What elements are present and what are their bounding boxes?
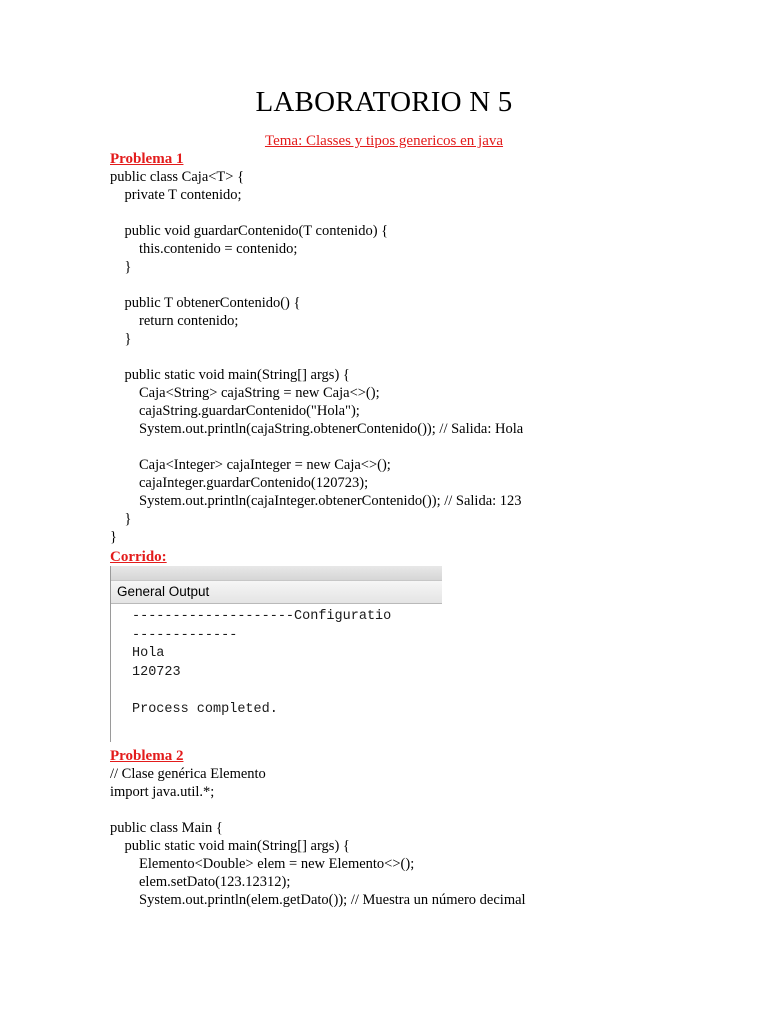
console-output-line: --------------------Configuratio: [132, 609, 392, 624]
code-line: }: [110, 331, 132, 347]
code-line: this.contenido = contenido;: [110, 241, 298, 257]
code-line: System.out.println(cajaInteger.obtenerContenido()); // Salida: 123: [110, 493, 522, 509]
code-line: elem.setDato(123.12312);: [110, 874, 291, 890]
console-output-line: Hola: [132, 646, 165, 661]
code-line: [110, 438, 523, 456]
code-line: }: [110, 511, 132, 527]
code-line: private T contenido;: [110, 187, 242, 203]
code-line: public static void main(String[] args) {: [110, 838, 350, 854]
code-line: public class Caja<T> {: [110, 169, 245, 185]
corrido-heading: Corrido:: [110, 549, 167, 565]
console-top-bar: [111, 566, 442, 581]
code-line: public class Main {: [110, 820, 223, 836]
code-line: cajaString.guardarContenido("Hola");: [110, 403, 360, 419]
console-panel-title: General Output: [111, 581, 442, 604]
console-output-line: Process completed.: [132, 701, 278, 717]
console-output: [111, 604, 442, 719]
problema-1-heading: Problema 1: [110, 151, 184, 167]
code-line: Caja<Integer> cajaInteger = new Caja<>();: [110, 457, 391, 473]
console-output-line: -------------: [132, 627, 238, 643]
code-line: public T obtenerContenido() {: [110, 295, 301, 311]
console-output-line: 120723: [132, 664, 181, 680]
code-line: [110, 801, 526, 819]
code-line: Caja<String> cajaString = new Caja<>();: [110, 385, 380, 401]
code-line: }: [110, 529, 117, 545]
code-line: cajaInteger.guardarContenido(120723);: [110, 475, 369, 491]
code-line: public static void main(String[] args) {: [110, 367, 350, 383]
document-title: LABORATORIO N 5: [255, 86, 513, 118]
problema-2-code: [110, 765, 526, 909]
code-line: import java.util.*;: [110, 784, 215, 800]
code-line: // Clase genérica Elemento: [110, 766, 266, 782]
code-line: System.out.println(elem.getDato()); // Muestra un número decimal: [110, 892, 526, 908]
problema-1-code: [110, 168, 523, 546]
code-line: public void guardarContenido(T contenido) {: [110, 223, 389, 239]
general-output-panel: [110, 566, 442, 742]
code-line: }: [110, 259, 132, 275]
code-line: System.out.println(cajaString.obtenerContenido()); // Salida: Hola: [110, 421, 524, 437]
code-line: [110, 348, 523, 366]
code-line: [110, 204, 523, 222]
code-line: [110, 276, 523, 294]
console-output-line: [132, 682, 442, 701]
code-line: Elemento<Double> elem = new Elemento<>();: [110, 856, 415, 872]
code-line: return contenido;: [110, 313, 239, 329]
problema-2-heading: Problema 2: [110, 748, 184, 764]
document-subtitle: Tema: Classes y tipos genericos en java: [264, 133, 504, 149]
